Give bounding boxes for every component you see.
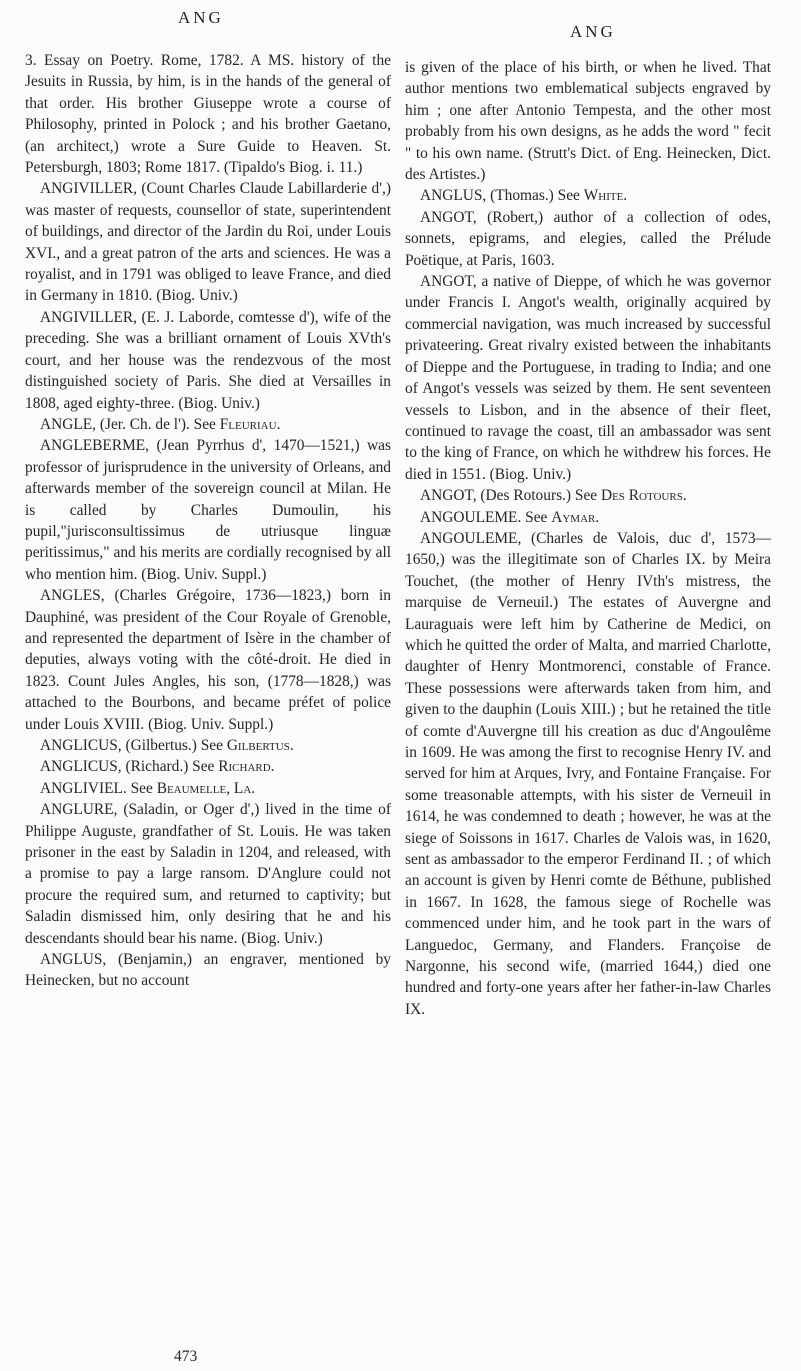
cross-reference: Aymar. bbox=[551, 508, 600, 526]
cross-reference: Fleuriau. bbox=[219, 415, 281, 433]
left-column bbox=[25, 50, 391, 992]
cross-reference: Richard. bbox=[218, 758, 275, 776]
cross-reference: Gilbertus. bbox=[226, 737, 294, 754]
cross-reference: White. bbox=[583, 187, 628, 205]
entry: is given of the place of his birth, or when he lived. That author mentions two emblematical subjects engraved by him ; one after Antonio Tempesta, and the other most probably from his own designs, as he adds the word " fecit " to his own name. (Strutt's Dict. of Eng. Heinecken, Dict. des Artistes.) bbox=[405, 59, 771, 184]
right-column bbox=[405, 57, 771, 1020]
cross-reference: Des Rotours. bbox=[600, 487, 687, 505]
running-head-right: ANG bbox=[570, 22, 616, 41]
entry: ANGOT, (Des Rotours.) See Des Rotours. bbox=[420, 487, 687, 505]
entry: ANGOT, a native of Dieppe, of which he was governor under Francis I. Angot's wealth, originally acquired by commercial navigation, was much increased by successful privateering. Great rivalry existed between the inhabitants of Dieppe and the Portuguese, in trading to India; and one of Angot's vessels was seized by them. He sent seventeen vessels to Lisbon, and in the absence of their fleet, continued to ravage the coast, till an ambassador was sent to the king of France, on which he withdrew his forces. He died in 1551. (Biog. Univ.) bbox=[405, 273, 771, 483]
entry: ANGLIVIEL. See Beaumelle, La. bbox=[40, 779, 256, 797]
entry: ANGLURE, (Saladin, or Oger d',) lived in the time of Philippe Auguste, grandfather of St. Louis. He was taken prisoner in the east by Saladin in 1204, and released, with a promise to pay a large ransom. D'Anglure could not procure the required sum, and returned to captivity; but Saladin dismissed him, only desiring that he and his descendants should bear his name. (Biog. Univ.) bbox=[25, 801, 391, 947]
entry: ANGLEBERME, (Jean Pyrrhus d', 1470—1521,) was professor of jurisprudence in the university of Orleans, and afterwards member of the sovereign council at Milan. He is called by Charles Dumoulin, his pupil,"jurisconsultissimus de utriusque linguæ peritissimus," and his merits are cordially recognised by all who mention him. (Biog. Univ. Suppl.) bbox=[25, 437, 391, 583]
entry: ANGLICUS, (Richard.) See Richard. bbox=[40, 758, 275, 776]
entry: ANGIVILLER, (E. J. Laborde, comtesse d'), wife of the preceding. She was a brilliant ornament of Louis XVth's court, and her house was the rendezvous of the most distinguished society of Paris. She died at Versailles in 1808, aged eighty-three. (Biog. Univ.) bbox=[25, 308, 391, 412]
entry: ANGLICUS, (Gilbertus.) See Gilbertus. bbox=[40, 737, 294, 754]
entry: ANGLUS, (Thomas.) See White. bbox=[420, 187, 628, 205]
page-number: 473 bbox=[174, 1348, 198, 1365]
entry: ANGOULEME, (Charles de Valois, duc d', 1573—1650,) was the illegitimate son of Charles IX. by Meira Touchet, (the mother of Henry IVth's mistress, the marquise de Verneuil.) The estates of Auvergne and Lauraguais were left him by Catherine de Medici, on which he quitted the order of Malta, and married Charlotte, daughter of Henry Montmorenci, constable of France. These possessions were afterwards taken from him, and given to the dauphin (Louis XIII.) ; but he retained the title of comte d'Auvergne till his creation as duc d'Angoulême in 1609. He was among the first to recognise Henry IV. and served for him at Arques, Ivry, and Fontaine Française. For some treasonable attempts, with his sister de Verneuil in 1614, he was condemned to death ; however, he was at the siege of Soissons in 1617. Charles de Valois was, in 1620, sent as ambassador to the emperor Ferdinand II. ; of which an account is given by Henri comte de Béthune, published in 1667. In 1628, the famous siege of Rochelle was commenced under him, and he took part in the wars of Languedoc, Germany, and Flanders. Françoise de Nargonne, his second wife, (married 1644,) died one hundred and forty-one years after her father-in-law Charles IX. bbox=[405, 529, 772, 1018]
entry: ANGLE, (Jer. Ch. de l'). See Fleuriau. bbox=[40, 415, 281, 433]
entry: ANGOT, (Robert,) author of a collection of odes, sonnets, epigrams, and elegies, called the Prélude Poëtique, at Paris, 1603. bbox=[405, 208, 771, 269]
running-head-left: ANG bbox=[178, 8, 224, 27]
entry: 3. Essay on Poetry. Rome, 1782. A MS. history of the Jesuits in Russia, by him, is in the hands of the general of that order. His brother Giuseppe wrote a course of Philosophy, printed in Polock ; and his brother Gaetano, (an architect,) wrote a Sure Guide to Heaven. St. Petersburgh, 1803; Rome 1817. (Tipaldo's Biog. i. 11.) bbox=[25, 52, 391, 177]
entry: ANGLUS, (Benjamin,) an engraver, mentioned by Heinecken, but no account bbox=[25, 951, 391, 990]
cross-reference: Beaumelle, La. bbox=[156, 779, 256, 797]
entry: ANGLES, (Charles Grégoire, 1736—1823,) born in Dauphiné, was president of the Cour Royale of Grenoble, and represented the department of Isère in the chamber of deputies, always voting with the côté-droit. He died in 1823. Count Jules Angles, his son, (1778—1828,) was attached to the Bourbons, and became préfet of police under Louis XVIII. (Biog. Univ. Suppl.) bbox=[25, 587, 391, 733]
entry: ANGOULEME. See Aymar. bbox=[420, 508, 600, 526]
entry: ANGIVILLER, (Count Charles Claude Labillarderie d',) was master of requests, counsellor of state, superintendent of buildings, and director of the Jardin du Roi, under Louis XVI., and a great patron of the arts and sciences. He was a royalist, and in 1791 was obliged to leave France, and died in Germany in 1810. (Biog. Univ.) bbox=[25, 180, 391, 305]
